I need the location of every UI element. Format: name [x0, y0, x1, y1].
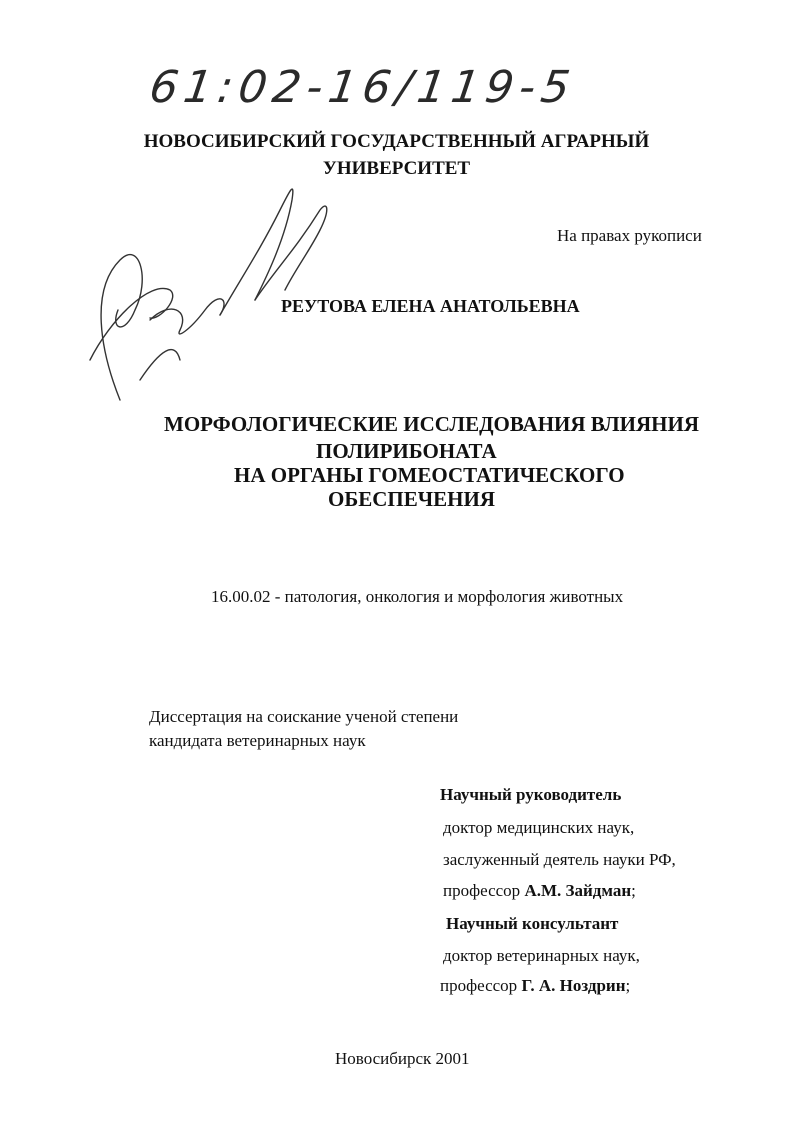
thesis-title-line3: НА ОРГАНЫ ГОМЕОСТАТИЧЕСКОГО [234, 463, 625, 487]
consultant-title: профессор [440, 976, 518, 995]
supervisor-name-line [443, 881, 636, 901]
thesis-title-line2: ПОЛИРИБОНАТА [316, 439, 497, 463]
degree-line2: кандидата ветеринарных наук [149, 731, 366, 750]
specialty-code: 16.00.02 - патология, онкология и морфология животных [211, 587, 624, 606]
supervisor-name: А.М. Зайдман [524, 881, 632, 900]
supervisor-heading: Научный руководитель [440, 785, 622, 804]
signature-icon [80, 170, 340, 410]
consultant-name: Г. А. Ноздрин [521, 976, 626, 995]
university-name-line2: УНИВЕРСИТЕТ [322, 158, 471, 179]
supervisor-honor: заслуженный деятель науки РФ, [443, 850, 676, 869]
consultant-heading: Научный консультант [446, 914, 619, 933]
supervisor-suffix: ; [631, 881, 636, 900]
supervisor-degree: доктор медицинских наук, [443, 818, 635, 837]
consultant-name-line [440, 976, 630, 996]
thesis-title-line1: МОРФОЛОГИЧЕСКИЕ ИССЛЕДОВАНИЯ ВЛИЯНИЯ [164, 412, 699, 436]
rights-note: На правах рукописи [557, 226, 702, 245]
city-year: Новосибирск 2001 [335, 1049, 470, 1068]
degree-line1: Диссертация на соискание ученой степени [149, 707, 459, 726]
handwritten-archive-number: 61:02-16/119-5 [146, 62, 579, 113]
author-name: РЕУТОВА ЕЛЕНА АНАТОЛЬЕВНА [281, 296, 580, 316]
supervisor-title: профессор [443, 881, 521, 900]
consultant-suffix: ; [625, 976, 631, 995]
university-name-line1: НОВОСИБИРСКИЙ ГОСУДАРСТВЕННЫЙ АГРАРНЫЙ [143, 131, 650, 152]
thesis-title-line4: ОБЕСПЕЧЕНИЯ [328, 487, 495, 511]
consultant-degree: доктор ветеринарных наук, [443, 946, 640, 965]
